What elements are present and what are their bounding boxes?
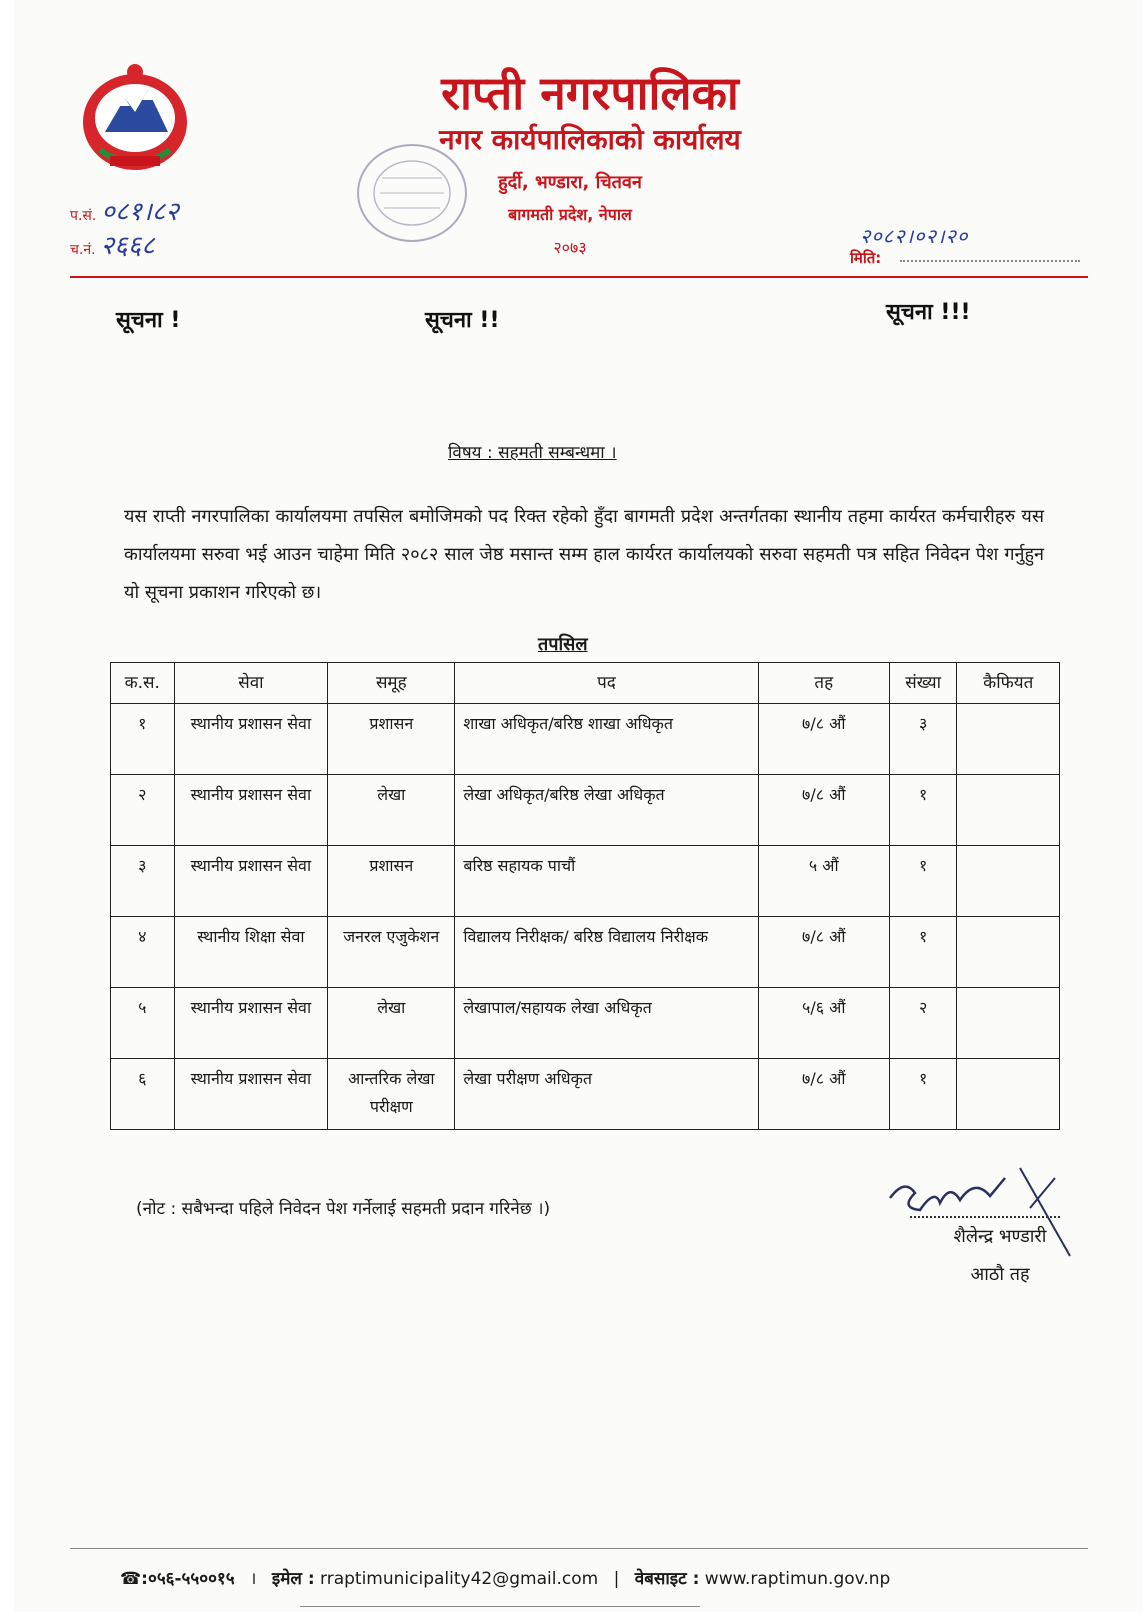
cell-post: लेखापाल/सहायक लेखा अधिकृत xyxy=(455,988,758,1059)
subject-line: विषय : सहमती सम्बन्धमा । xyxy=(448,443,617,463)
cell-service: स्थानीय प्रशासन सेवा xyxy=(174,1059,328,1130)
cell-remarks xyxy=(957,988,1060,1059)
office-stamp-seal xyxy=(352,138,472,248)
cell-service: स्थानीय प्रशासन सेवा xyxy=(174,704,328,775)
office-address-line1: हुर्दी, भण्डारा, चितवन xyxy=(498,172,642,193)
cell-sn: ३ xyxy=(111,846,175,917)
col-header-level: तह xyxy=(758,663,889,704)
established-year: २०७३ xyxy=(553,238,587,257)
cell-level: ५/६ औं xyxy=(758,988,889,1059)
date-value: २०८२।०२।२० xyxy=(860,224,969,248)
cell-post: विद्यालय निरीक्षक/ बरिष्ठ विद्यालय निरीक्षक xyxy=(455,917,758,988)
cell-remarks xyxy=(957,917,1060,988)
notice-body: यस राप्ती नगरपालिका कार्यालयमा तपसिल बमोजिमको पद रिक्त रहेको हुँदा बागमती प्रदेश अन्तर्गतका स्थानीय तहमा कार्यरत कर्मचारीहरु यस कार्यालयमा सरुवा भई आउन चाहेमा मिति २०८२ साल जेष्ठ मसान्त सम्म हाल कार्यरत कार्यालयको सरुवा सहमती पत्र सहित निवेदन पेश गर्नुहुन यो सूचना प्रकाशन गरिएको छ। xyxy=(124,506,1044,603)
cell-group: जनरल एजुकेशन xyxy=(328,917,455,988)
header-divider xyxy=(70,276,1088,278)
footer-separator: । xyxy=(250,1569,257,1589)
cell-group: आन्तरिक लेखा परीक्षण xyxy=(328,1059,455,1130)
cell-service: स्थानीय प्रशासन सेवा xyxy=(174,988,328,1059)
website-label: वेबसाइट : xyxy=(634,1569,700,1589)
cell-group: लेखा xyxy=(328,988,455,1059)
table-header-row xyxy=(111,663,1060,704)
cell-level: ७/८ औं xyxy=(758,917,889,988)
email-address: rraptimunicipality42@gmail.com xyxy=(320,1569,599,1589)
cell-post: शाखा अधिकृत/बरिष्ठ शाखा अधिकृत xyxy=(455,704,758,775)
cn-ref xyxy=(70,226,155,262)
notice-heading-1: सूचना ! xyxy=(116,308,181,333)
cell-level: ७/८ औं xyxy=(758,1059,889,1130)
table-row xyxy=(111,775,1060,846)
table-row xyxy=(111,988,1060,1059)
cell-count: १ xyxy=(889,1059,957,1130)
signatory-name: शैलेन्द्र भण्डारी xyxy=(953,1226,1047,1247)
cell-count: ३ xyxy=(889,704,957,775)
table-row xyxy=(111,917,1060,988)
cn-label: च.नं. xyxy=(70,242,96,258)
signature-line xyxy=(910,1216,1060,1218)
footer-separator: | xyxy=(613,1569,620,1589)
cell-level: ७/८ औं xyxy=(758,775,889,846)
cell-service: स्थानीय शिक्षा सेवा xyxy=(174,917,328,988)
table-row xyxy=(111,1059,1060,1130)
cn-value: २६६८ xyxy=(100,231,155,261)
notice-heading-3: सूचना !!! xyxy=(886,300,971,325)
cell-group: लेखा xyxy=(328,775,455,846)
date-dotted-line xyxy=(900,260,1080,262)
signatory-rank: आठौ तह xyxy=(970,1264,1030,1285)
col-header-sn: क.स. xyxy=(111,663,175,704)
cell-sn: २ xyxy=(111,775,175,846)
cell-service: स्थानीय प्रशासन सेवा xyxy=(174,775,328,846)
cell-post: बरिष्ठ सहायक पाचौं xyxy=(455,846,758,917)
ps-value: ०८१।८२ xyxy=(101,197,179,227)
cell-count: २ xyxy=(889,988,957,1059)
ps-ref xyxy=(70,192,179,228)
cell-group: प्रशासन xyxy=(328,704,455,775)
col-header-remarks: कैफियत xyxy=(957,663,1060,704)
table-row xyxy=(111,704,1060,775)
office-address-line2: बागमती प्रदेश, नेपाल xyxy=(508,205,632,224)
cell-remarks xyxy=(957,775,1060,846)
cell-group: प्रशासन xyxy=(328,846,455,917)
office-subtitle: नगर कार्यपालिकाको कार्यालय xyxy=(439,123,741,156)
table-row xyxy=(111,846,1060,917)
contact-footer xyxy=(120,1566,890,1589)
col-header-group: समूह xyxy=(328,663,455,704)
cell-sn: ४ xyxy=(111,917,175,988)
details-heading: तपसिल xyxy=(538,634,588,655)
email-label: इमेल : xyxy=(271,1569,315,1589)
cell-count: १ xyxy=(889,917,957,988)
footer-divider xyxy=(70,1548,1088,1549)
cell-remarks xyxy=(957,1059,1060,1130)
cell-count: १ xyxy=(889,775,957,846)
cell-service: स्थानीय प्रशासन सेवा xyxy=(174,846,328,917)
cell-remarks xyxy=(957,704,1060,775)
col-header-service: सेवा xyxy=(174,663,328,704)
cell-sn: ६ xyxy=(111,1059,175,1130)
date-label: मिति: xyxy=(850,249,882,267)
col-header-count: संख्या xyxy=(889,663,957,704)
office-title: राप्ती नगरपालिका xyxy=(441,66,739,120)
cell-level: ७/८ औं xyxy=(758,704,889,775)
footer-bottom-rule xyxy=(300,1606,700,1607)
cell-sn: ५ xyxy=(111,988,175,1059)
cell-post: लेखा अधिकृत/बरिष्ठ लेखा अधिकृत xyxy=(455,775,758,846)
cell-level: ५ औं xyxy=(758,846,889,917)
footnote: (नोट : सबैभन्दा पहिले निवेदन पेश गर्नेलाई सहमती प्रदान गरिनेछ ।) xyxy=(136,1199,551,1219)
col-header-post: पद xyxy=(455,663,758,704)
phone-number: ☎:०५६-५५००१५ xyxy=(120,1569,235,1589)
nepal-emblem-logo xyxy=(70,60,200,180)
cell-sn: १ xyxy=(111,704,175,775)
cell-count: १ xyxy=(889,846,957,917)
cell-post: लेखा परीक्षण अधिकृत xyxy=(455,1059,758,1130)
notice-heading-2: सूचना !! xyxy=(425,308,500,333)
cell-remarks xyxy=(957,846,1060,917)
vacancy-table xyxy=(110,662,1060,1130)
website-url: www.raptimun.gov.np xyxy=(704,1569,891,1589)
ps-label: प.सं. xyxy=(70,208,97,224)
